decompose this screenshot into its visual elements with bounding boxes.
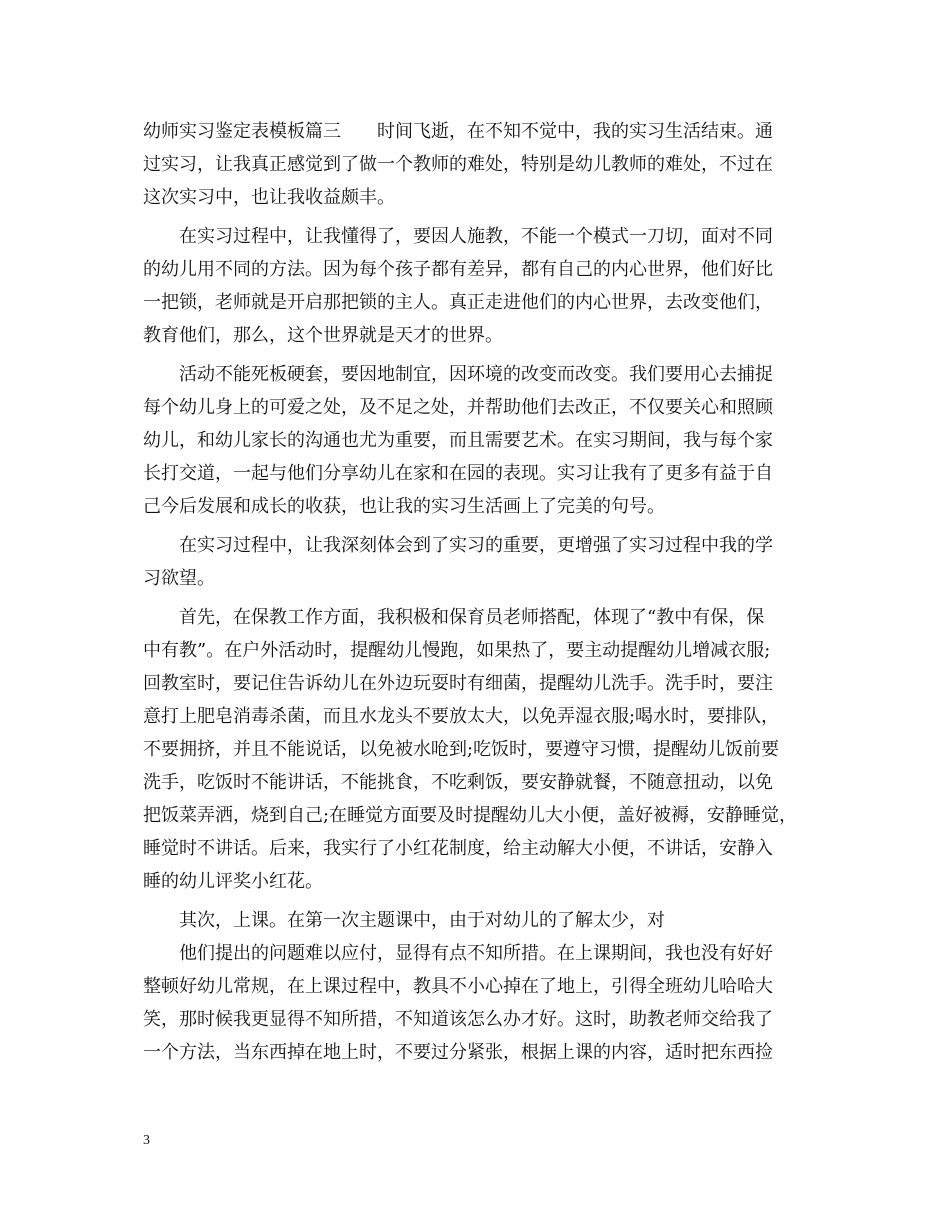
text-line: 教育他们，那么，这个世界就是天才的世界。 bbox=[143, 325, 503, 346]
text-line: 笑，那时候我更显得不知所措，不知道该怎么办才好。这时，助教老师交给我了 bbox=[143, 1009, 773, 1030]
text-line: 意打上肥皂消毒杀菌，而且水龙头不要放太大，以免弄湿衣服;喝水时，要排队， bbox=[143, 706, 780, 727]
text-line: 睡的幼儿评奖小红花。 bbox=[143, 871, 323, 892]
text-line: 长打交道，一起与他们分享幼儿在家和在园的表现。实习让我有了更多有益于自 bbox=[143, 463, 773, 484]
text-line: 活动不能死板硬套，要因地制宜，因环境的改变而改变。我们要用心去捕捉 bbox=[179, 364, 773, 385]
text-line: 不要拥挤，并且不能说话，以免被水呛到;吃饭时，要遵守习惯，提醒幼儿饭前要 bbox=[143, 739, 780, 760]
text-line: 过实习，让我真正感觉到了做一个教师的难处，特别是幼儿教师的难处，不过在 bbox=[143, 154, 773, 175]
text-line: 把饭菜弄洒，烧到自己;在睡觉方面要及时提醒幼儿大小便，盖好被褥，安静睡觉， bbox=[143, 805, 798, 826]
text-line: 睡觉时不讲话。后来，我实行了小红花制度，给主动解大小便，不讲话，安静入 bbox=[143, 838, 773, 859]
text-line: 他们提出的问题难以应付，显得有点不知所措。在上课期间，我也没有好好 bbox=[179, 943, 773, 964]
text-line: 每个幼儿身上的可爱之处，及不足之处，并帮助他们去改正，不仅要关心和照顾 bbox=[143, 397, 773, 418]
text-line: 这次实习中，也让我收益颇丰。 bbox=[143, 187, 395, 208]
text-line: 在实习过程中，让我深刻体会到了实习的重要，更增强了实习过程中我的学 bbox=[179, 535, 773, 556]
text-line: 的幼儿用不同的方法。因为每个孩子都有差异，都有自己的内心世界，他们好比 bbox=[143, 259, 773, 280]
page-number: 3 bbox=[143, 1133, 150, 1148]
text-line: 一把锁，老师就是开启那把锁的主人。真正走进他们的内心世界，去改变他们， bbox=[143, 292, 773, 313]
text-line: 习欲望。 bbox=[143, 568, 215, 589]
text-line: 洗手，吃饭时不能讲话，不能挑食，不吃剩饭，要安静就餐，不随意扭动，以免 bbox=[143, 772, 773, 793]
text-line: 中有教”。在户外活动时，提醒幼儿慢跑，如果热了，要主动提醒幼儿增减衣服; bbox=[143, 640, 771, 661]
text-line: 幼儿，和幼儿家长的沟通也尤为重要，而且需要艺术。在实习期间，我与每个家 bbox=[143, 430, 773, 451]
text-line: 己今后发展和成长的收获，也让我的实习生活画上了完美的句号。 bbox=[143, 496, 665, 517]
text-line: 其次，上课。在第一次主题课中，由于对幼儿的了解太少，对 bbox=[179, 910, 665, 931]
text-line: 回教室时，要记住告诉幼儿在外边玩耍时有细菌，提醒幼儿洗手。洗手时，要注 bbox=[143, 673, 773, 694]
text-line: 整顿好幼儿常规，在上课过程中，教具不小心掉在了地上，引得全班幼儿哈哈大 bbox=[143, 976, 773, 997]
text-line: 在实习过程中，让我懂得了，要因人施教，不能一个模式一刀切，面对不同 bbox=[179, 226, 773, 247]
text-line: 一个方法，当东西掉在地上时，不要过分紧张，根据上课的内容，适时把东西捡 bbox=[143, 1042, 773, 1063]
text-line: 首先，在保教工作方面，我积极和保育员老师搭配，体现了“教中有保，保 bbox=[179, 607, 765, 628]
text-line: 幼师实习鉴定表模板篇三 时间飞逝，在不知不觉中，我的实习生活结束。通 bbox=[143, 121, 773, 142]
